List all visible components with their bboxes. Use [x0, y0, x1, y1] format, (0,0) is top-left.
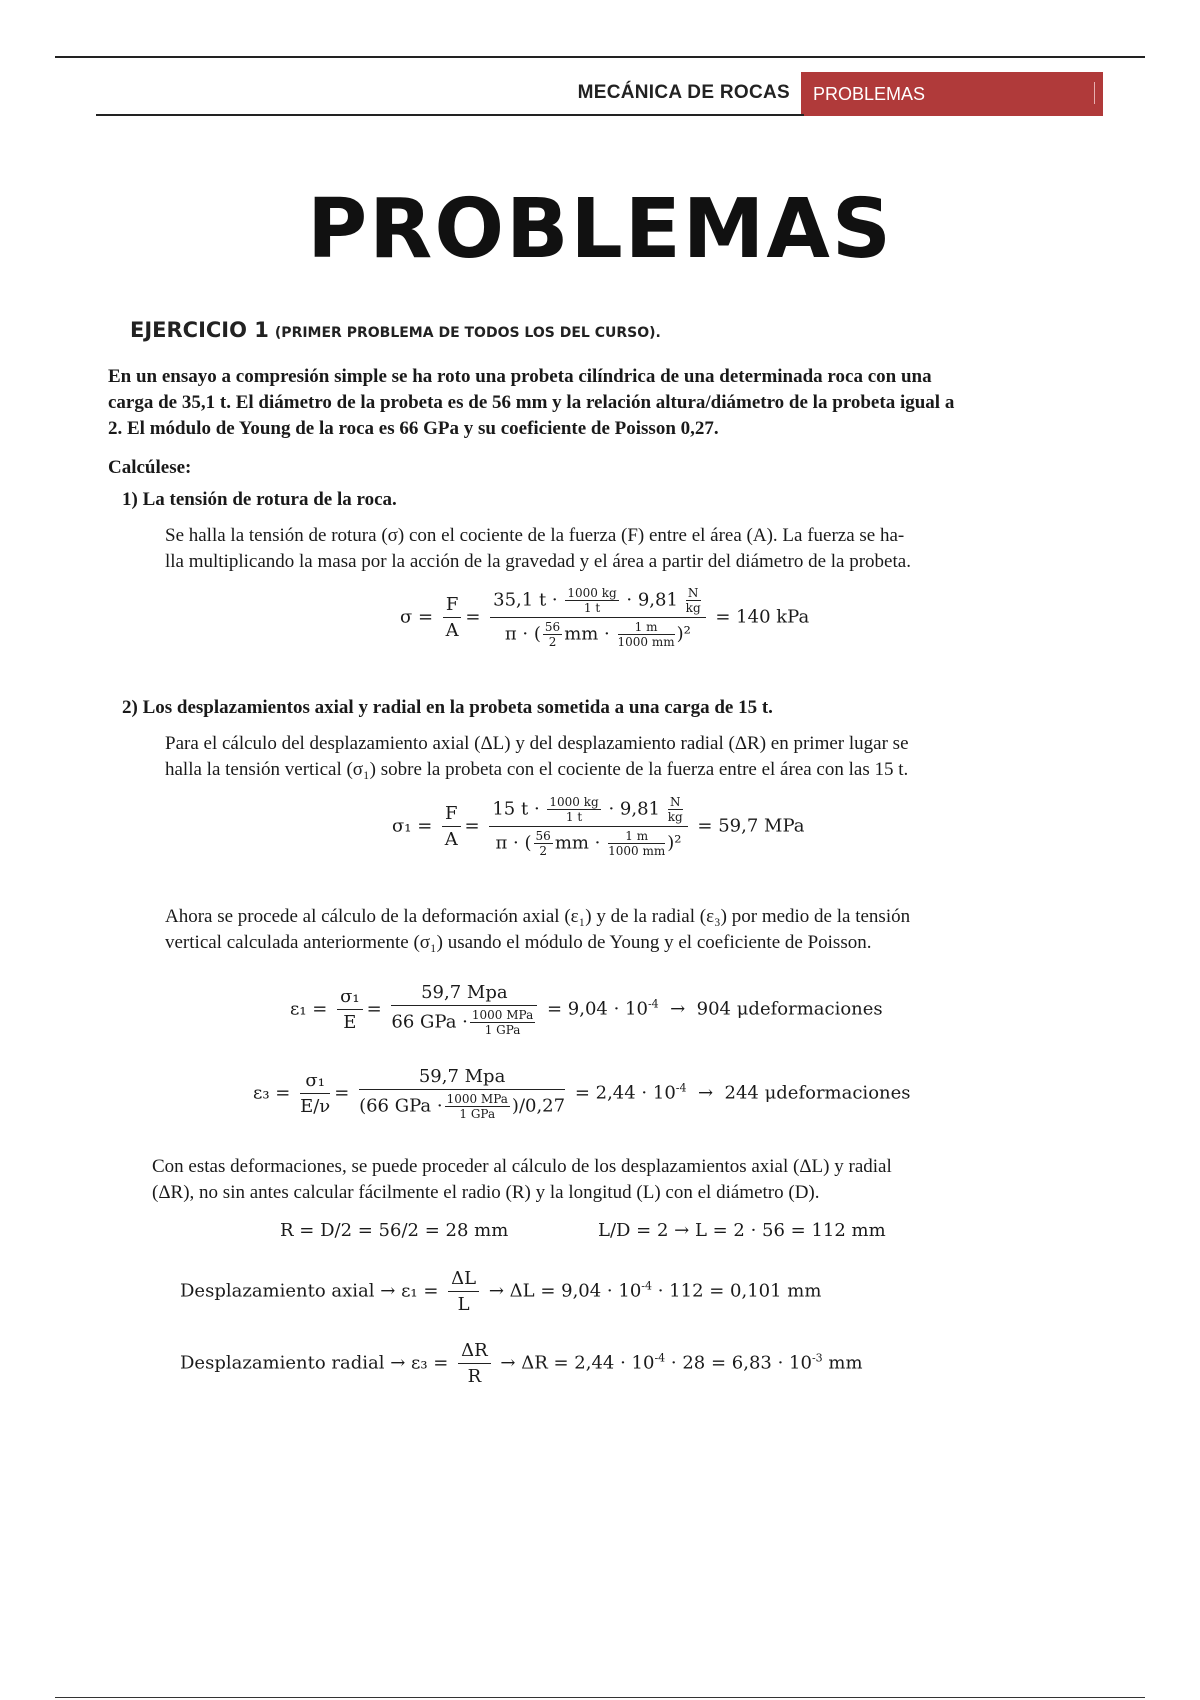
- eps3-main-frac: [359, 1066, 565, 1121]
- q2-den-c: )²: [667, 832, 682, 854]
- q1-diam: [543, 620, 562, 649]
- q1-den-a: π · (: [504, 623, 541, 645]
- q2-conv1: [547, 795, 600, 824]
- exercise-title: [130, 318, 661, 342]
- eps1-conv-num: 1000 MPa: [471, 1008, 534, 1022]
- eps3-lhs: ε₃ =: [253, 1082, 291, 1104]
- q2-denominator: [489, 827, 687, 858]
- q1-num-a: 35,1 t ·: [493, 589, 558, 611]
- axial-frac-den: L: [457, 1294, 470, 1315]
- q2-explain-line-1: Para el cálculo del desplazamiento axial (ΔL) y del desplazamiento radial (ΔR) en primer lugar se: [165, 733, 909, 754]
- header-tag-divider: [1094, 82, 1095, 104]
- axial-result-b: · 112 = 0,101 mm: [657, 1280, 822, 1302]
- eps1-formula: ε₁ = $\frac{\text{σ₁}}{E}$ = 59,7 Mpa 66 GPa · $\frac{\text{1000 MPa}}{\text{1 GPa}}$ = $9,04 \cdot 10^{-4} \to 904$ μdeformaciones: [290, 982, 883, 1037]
- eps1-result: = 9,04 · 10: [546, 998, 648, 1020]
- q2-conv2-num: 1 m: [608, 829, 665, 844]
- page-title: PROBLEMAS: [307, 182, 893, 277]
- eps1-den-a: 66 GPa ·: [391, 1011, 468, 1033]
- q1-diam-den: 2: [548, 635, 557, 649]
- radial-frac-den: R: [467, 1366, 482, 1387]
- q1-explain-line-1: Se halla la tensión de rotura (σ) con el cociente de la fuerza (F) entre el área (A). La fuerza se ha-: [165, 525, 905, 546]
- eps1-num: 59,7 Mpa: [391, 982, 537, 1006]
- q1-unit: [686, 586, 701, 615]
- header-underline: [96, 114, 804, 116]
- eps1-sigma-frac: [337, 986, 363, 1033]
- question-2: 2) Los desplazamientos axial y radial en la probeta sometida a una carga de 15 t.: [122, 697, 773, 718]
- f-over-a: [443, 594, 462, 641]
- q2-unit-den: kg: [667, 810, 683, 824]
- top-rule: [55, 56, 1145, 58]
- eps3-sigma-frac: [300, 1070, 330, 1117]
- q2-f-over-a-den: A: [444, 829, 458, 850]
- q1-unit-num: N: [686, 586, 701, 601]
- q1-diam-num: 56: [544, 620, 561, 634]
- eps1-den: [391, 1006, 537, 1037]
- q1-main-fraction: [490, 586, 705, 649]
- radial-result-a: → ΔR = 2,44 · 10: [500, 1352, 655, 1374]
- statement-line-3: 2. El módulo de Young de la roca es 66 GPa y su coeficiente de Poisson 0,27.: [108, 418, 719, 439]
- q2-num-a: 15 t ·: [492, 798, 540, 820]
- q2-den-a: π · (: [495, 832, 532, 854]
- statement-line-2: carga de 35,1 t. El diámetro de la probeta es de 56 mm y la relación altura/diámetro de la probeta igual a: [108, 392, 955, 413]
- q1-conv2-den: 1000 mm: [617, 635, 675, 649]
- axial-exp: -4: [641, 1279, 652, 1293]
- q2-conv2: [608, 829, 665, 858]
- eps3-conv-num: 1000 MPa: [446, 1092, 508, 1106]
- radial-result-c: mm: [822, 1352, 863, 1374]
- axial-label: Desplazamiento axial → ε₁ =: [180, 1280, 439, 1302]
- exercise-subtitle: (PRIMER PROBLEMA DE TODOS LOS DEL CURSO).: [274, 325, 661, 341]
- q1-formula: σ = $\frac{F}{A}$ = 35,1 t · $\frac{1000 kg}{1 t}$ · 9,81 $\frac{N}{kg}$ π · ( $\frac{56}{2}$ mm · $\frac{1 m}{1000 mm}$ )² = 140 kPa: [400, 586, 810, 649]
- header-tag: [801, 72, 1103, 116]
- eps3-micro: 244 μdeformaciones: [724, 1082, 911, 1104]
- eps3-den-b: )/0,27: [511, 1095, 566, 1117]
- q1-numerator: [490, 586, 705, 618]
- eps1-micro: 904 μdeformaciones: [696, 998, 883, 1020]
- bottom-rule: [55, 1697, 1145, 1698]
- radius-formula: R = D/2 = 56/2 = 28 mm: [280, 1220, 509, 1241]
- eps1-sigma-den: E: [343, 1012, 357, 1033]
- q2-explain2-line-2: vertical calculada anteriormente (σ₁) usando el módulo de Young y el coeficiente de Poisson.: [165, 932, 872, 953]
- calc-label: Calcúlese:: [108, 457, 192, 478]
- axial-formula: [180, 1268, 821, 1315]
- q1-conv2-num: 1 m: [618, 620, 675, 635]
- eps3-den-a: (66 GPa ·: [359, 1095, 443, 1117]
- eps3-formula: ε₃ = $\frac{\text{σ₁}}{E/\nu}$ = 59,7 Mpa (66 GPa · $\frac{\text{1000 MPa}}{\text{1 GPa}}$ )/0,27 = $2,44 \cdot 10^{-4} \to 244$ μdeformaciones: [253, 1066, 911, 1121]
- eps3-den: [359, 1090, 565, 1121]
- header-title: MECÁNICA DE ROCAS: [577, 82, 790, 103]
- radial-label: Desplazamiento radial → ε₃ =: [180, 1352, 449, 1374]
- q2-explain3-line-1: Con estas deformaciones, se puede proceder al cálculo de los desplazamientos axial (ΔL) y radial: [152, 1156, 892, 1177]
- q2-diam-num: 56: [535, 829, 551, 843]
- eps1-main-frac: [391, 982, 537, 1037]
- q1-conv1: [565, 586, 618, 615]
- q2-num-b: · 9,81: [608, 798, 660, 820]
- eps1-conv: [470, 1008, 535, 1037]
- statement-line-1: En un ensayo a compresión simple se ha roto una probeta cilíndrica de una determinada roca con una: [108, 366, 932, 387]
- q2-conv2-den: 1000 mm: [608, 844, 666, 858]
- eps1-sigma-num: σ₁: [337, 986, 363, 1010]
- q1-den-b: mm ·: [564, 623, 610, 645]
- q2-conv1-num: 1000 kg: [549, 795, 599, 809]
- eps3-arrow-icon: →: [697, 1082, 714, 1104]
- eps3-exp: -4: [675, 1081, 687, 1095]
- radial-formula: [180, 1340, 863, 1387]
- q2-unit-num: N: [668, 795, 683, 810]
- q2-main-fraction: [489, 795, 687, 858]
- q2-unit: [668, 795, 683, 824]
- length-formula: L/D = 2 → L = 2 · 56 = 112 mm: [598, 1220, 886, 1241]
- exercise-title-text: EJERCICIO 1: [130, 318, 269, 342]
- eps1-arrow-icon: →: [670, 998, 686, 1020]
- q2-formula: σ₁ = $\frac{F}{A}$ = 15 t · $\frac{1000 kg}{1 t}$ · 9,81 $\frac{N}{kg}$ π · ( $\frac{56}{2}$ mm · $\frac{1 m}{1000 mm}$ )² = 59,7 MPa: [392, 795, 805, 858]
- radial-frac: [458, 1340, 491, 1387]
- q2-explain2-line-1: Ahora se procede al cálculo de la deformación axial (ε₁) y de la radial (ε₃) por medio de la tensión: [165, 906, 911, 927]
- q1-explain-line-2: lla multiplicando la masa por la acción de la gravedad y el área a partir del diámetro de la probeta.: [165, 551, 911, 572]
- eps3-conv-den: 1 GPa: [459, 1107, 496, 1121]
- q2-diam: [534, 829, 553, 858]
- q2-explain-line-2: halla la tensión vertical (σ₁) sobre la probeta con el cociente de la fuerza entre el área con las 15 t.: [165, 759, 909, 780]
- radial-frac-num: ΔR: [458, 1340, 491, 1364]
- f-over-a-num: F: [443, 594, 462, 618]
- axial-frac: [448, 1268, 479, 1315]
- q2-explain3-line-2: (ΔR), no sin antes calcular fácilmente el radio (R) y la longitud (L) con el diámetro (D).: [152, 1182, 820, 1203]
- eps1-conv-den: 1 GPa: [484, 1023, 521, 1037]
- eps1-lhs: ε₁ =: [290, 998, 328, 1020]
- axial-frac-num: ΔL: [448, 1268, 479, 1292]
- axial-result-a: → ΔL = 9,04 · 10: [488, 1280, 642, 1302]
- q2-f-over-a-num: F: [442, 803, 461, 827]
- q2-numerator: [489, 795, 687, 827]
- q2-diam-den: 2: [539, 844, 547, 858]
- q1-formula-lhs: σ =: [400, 606, 434, 628]
- radial-exp2: -3: [811, 1351, 823, 1365]
- q1-conv1-den: 1 t: [583, 601, 601, 615]
- q1-result: = 140 kPa: [715, 606, 810, 628]
- q1-unit-den: kg: [685, 601, 701, 615]
- q2-f-over-a: [442, 803, 461, 850]
- eps3-conv: [445, 1092, 510, 1121]
- eps3-sigma-num: σ₁: [300, 1070, 330, 1094]
- q2-den-b: mm ·: [554, 832, 601, 854]
- eps1-exp: -4: [647, 997, 659, 1011]
- q2-result: = 59,7 MPa: [697, 815, 805, 837]
- q1-num-b: · 9,81: [626, 589, 678, 611]
- eps3-sigma-den: E/ν: [300, 1096, 331, 1117]
- eps3-num: 59,7 Mpa: [359, 1066, 565, 1090]
- eps3-result: = 2,44 · 10: [574, 1082, 676, 1104]
- question-1: 1) La tensión de rotura de la roca.: [122, 489, 397, 510]
- q1-conv1-num: 1000 kg: [567, 586, 617, 600]
- q2-formula-lhs: σ₁ =: [392, 815, 433, 837]
- q1-den-c: )²: [676, 623, 691, 645]
- q1-conv2: [618, 620, 675, 649]
- f-over-a-den: A: [445, 620, 459, 641]
- q2-conv1-den: 1 t: [565, 810, 583, 824]
- q1-denominator: [490, 618, 705, 649]
- radial-result-b: · 28 = 6,83 · 10: [670, 1352, 812, 1374]
- radial-exp: -4: [654, 1351, 666, 1365]
- header-tag-label: PROBLEMAS: [813, 84, 926, 104]
